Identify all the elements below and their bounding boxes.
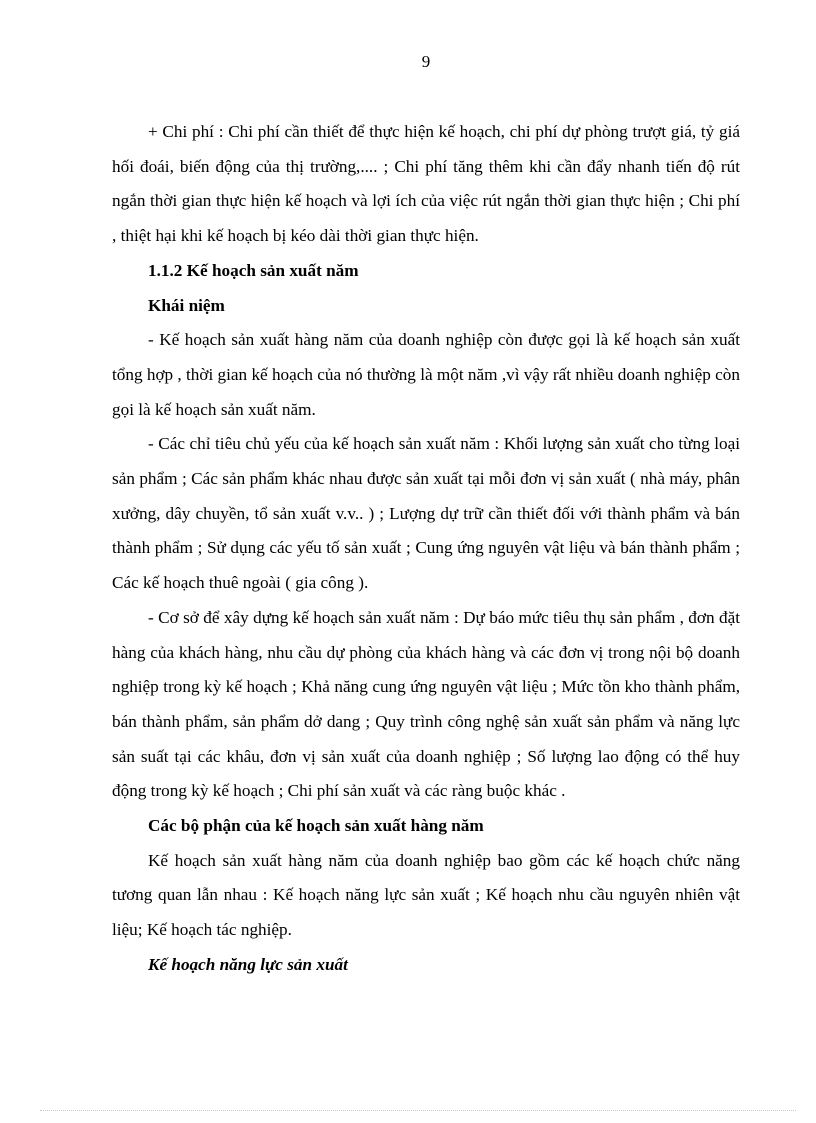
components-heading: Các bộ phận của kế hoạch sản xuất hàng năm [148,816,484,836]
paragraph-basis: - Cơ sở để xây dựng kế hoạch sản xuất năm : Dự báo mức tiêu thụ sản phẩm , đơn đặt hàng của khách hàng, nhu cầu dự phòng của khách hàng và các đơn vị trong nội bộ doanh nghiệp trong kỳ kế hoạch ; Khả năng cung ứng nguyên vật liệu ; Mức tồn kho thành phẩm, bán thành phẩm, sản phẩm dở dang ; Quy trình công nghệ sản xuất sản phẩm và năng lực sản suất tại các khâu, đơn vị sản xuất của doanh nghiệp ; Số lượng lao động có thể huy động trong kỳ kế hoạch ; Chi phí sản xuất và các ràng buộc khác . [112,607,740,801]
concept-heading: Khái niệm [148,295,225,315]
paragraph-cost: + Chi phí : Chi phí cần thiết để thực hiện kế hoạch, chi phí dự phòng trượt giá, tỷ giá hối đoái, biến động của thị trường,.... ; Chi phí tăng thêm khi cần đẩy nhanh tiến độ rút ngắn thời gian thực hiện kế hoạch và lợi ích của việc rút ngắn thời gian thực hiện ; Chi phí , thiệt hại khi kế hoạch bị kéo dài thời gian thực hiện. [112,122,740,246]
paragraph-components: Kế hoạch sản xuất hàng năm của doanh nghiệp bao gồm các kế hoạch chức năng tương quan lẫn nhau : Kế hoạch năng lực sản xuất ; Kế hoạch nhu cầu nguyên nhiên vật liệu; Kế hoạch tác nghiệp. [112,850,740,940]
capacity-heading: Kế hoạch năng lực sản xuất [148,954,348,974]
page-number: 9 [421,52,431,71]
footer-divider [40,1110,796,1111]
paragraph-concept: - Kế hoạch sản xuất hàng năm của doanh nghiệp còn được gọi là kế hoạch sản xuất tổng hợp , thời gian kế hoạch của nó thường là một năm ,vì vậy rất nhiều doanh nghiệp còn gọi là kế hoạch sản xuất năm. [112,330,740,419]
paragraph-indicators: - Các chỉ tiêu chủ yếu của kế hoạch sản xuất năm : Khối lượng sản xuất cho từng loại sản phẩm ; Các sản phẩm khác nhau được sản xuất tại mỗi đơn vị sản xuất ( nhà máy, phân xưởng, dây chuyền, tổ sản xuất v.v.. ) ; Lượng dự trữ cần thiết đối với thành phẩm và bán thành phẩm ; Sử dụng các yếu tố sản xuất ; Cung ứng nguyên vật liệu và bán thành phẩm ; Các kế hoạch thuê ngoài ( gia công ). [112,434,740,593]
section-heading: 1.1.2 Kế hoạch sản xuất năm [148,260,359,280]
document-body [112,115,740,983]
